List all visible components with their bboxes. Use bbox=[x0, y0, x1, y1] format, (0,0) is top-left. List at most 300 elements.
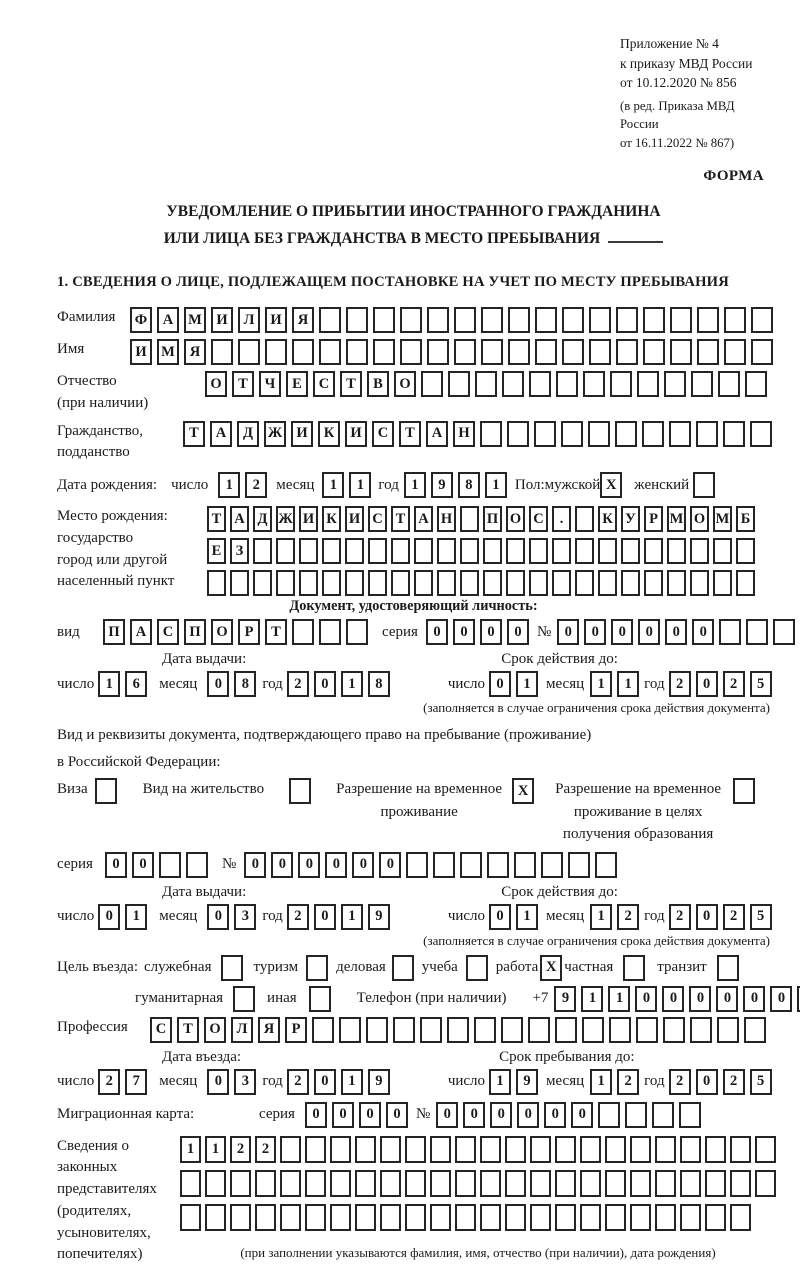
year-label: год bbox=[262, 1073, 283, 1090]
char-cell bbox=[330, 1170, 351, 1197]
char-cell: Е bbox=[207, 538, 226, 564]
char-cell: 9 bbox=[368, 904, 390, 930]
char-cell: С bbox=[372, 421, 394, 447]
header-line: к приказу МВД России bbox=[620, 55, 753, 71]
char-cell: М bbox=[713, 506, 732, 532]
char-cell bbox=[697, 307, 719, 333]
char-cell bbox=[292, 339, 314, 365]
char-cell: 8 bbox=[234, 671, 256, 697]
char-cell: 0 bbox=[480, 619, 502, 645]
char-cell: 1 bbox=[485, 472, 507, 498]
char-cell: 1 bbox=[590, 671, 612, 697]
birth-place-rows bbox=[207, 506, 755, 596]
sex-male-checkbox[interactable] bbox=[600, 472, 622, 498]
char-cell: 1 bbox=[98, 671, 120, 697]
char-cell: К bbox=[318, 421, 340, 447]
char-cell: И bbox=[299, 506, 318, 532]
phone-prefix: +7 bbox=[532, 990, 549, 1007]
char-cell: 0 bbox=[638, 619, 660, 645]
header-requisites bbox=[620, 34, 770, 152]
patronymic-cells[interactable] bbox=[205, 371, 767, 397]
char-cell: Т bbox=[207, 506, 226, 532]
char-cell bbox=[405, 1204, 426, 1231]
char-cell: 0 bbox=[132, 852, 154, 878]
month-label: месяц bbox=[546, 675, 585, 692]
char-cell: 0 bbox=[314, 1069, 336, 1095]
char-cell bbox=[400, 307, 422, 333]
header-line: от 10.12.2020 № 856 bbox=[620, 75, 737, 91]
char-cell: 2 bbox=[287, 671, 309, 697]
char-cell bbox=[255, 1204, 276, 1231]
char-cell: 9 bbox=[368, 1069, 390, 1095]
char-cell: 0 bbox=[507, 619, 529, 645]
valid-until-heading: Срок действия до: bbox=[501, 883, 618, 900]
char-cell bbox=[322, 538, 341, 564]
char-cell bbox=[751, 307, 773, 333]
char-cell: И bbox=[291, 421, 313, 447]
purpose-transit-checkbox[interactable] bbox=[717, 955, 739, 981]
char-cell: 0 bbox=[689, 986, 711, 1012]
char-cell bbox=[713, 570, 732, 596]
char-cell: Т bbox=[391, 506, 410, 532]
char-cell bbox=[680, 1204, 701, 1231]
char-cell bbox=[207, 570, 226, 596]
char-cell: 0 bbox=[696, 1069, 718, 1095]
char-cell: 9 bbox=[554, 986, 576, 1012]
char-cell bbox=[575, 506, 594, 532]
char-cell: 7 bbox=[125, 1069, 147, 1095]
char-cell bbox=[448, 371, 470, 397]
char-cell bbox=[460, 538, 479, 564]
char-cell bbox=[346, 339, 368, 365]
entry-month-cells[interactable] bbox=[207, 1069, 256, 1095]
char-cell bbox=[562, 339, 584, 365]
char-cell bbox=[480, 1170, 501, 1197]
char-cell: Д bbox=[253, 506, 272, 532]
name-row bbox=[57, 339, 770, 365]
header-subline: (в ред. Приказа МВД России bbox=[620, 98, 735, 132]
char-cell bbox=[746, 619, 768, 645]
char-cell bbox=[705, 1170, 726, 1197]
temp-residence-checkbox[interactable] bbox=[512, 778, 534, 804]
char-cell: 0 bbox=[314, 904, 336, 930]
purpose-business-checkbox[interactable] bbox=[392, 955, 414, 981]
char-cell bbox=[221, 955, 243, 981]
char-cell: Н bbox=[453, 421, 475, 447]
char-cell bbox=[580, 1170, 601, 1197]
char-cell: 0 bbox=[271, 852, 293, 878]
char-cell bbox=[280, 1204, 301, 1231]
char-cell bbox=[455, 1204, 476, 1231]
char-cell bbox=[621, 570, 640, 596]
char-cell bbox=[598, 1102, 620, 1128]
char-cell bbox=[610, 371, 632, 397]
phone-cells[interactable] bbox=[554, 986, 800, 1012]
char-cell bbox=[380, 1170, 401, 1197]
char-cell bbox=[355, 1204, 376, 1231]
migration-card-label: Миграционная карта: bbox=[57, 1106, 195, 1123]
purpose-official-checkbox[interactable] bbox=[221, 955, 243, 981]
char-cell bbox=[643, 307, 665, 333]
char-cell bbox=[575, 538, 594, 564]
char-cell bbox=[555, 1017, 577, 1043]
purpose-study-checkbox[interactable] bbox=[466, 955, 488, 981]
char-cell bbox=[430, 1204, 451, 1231]
char-cell: Т bbox=[265, 619, 287, 645]
char-cell bbox=[717, 1017, 739, 1043]
entry-day-cells[interactable] bbox=[98, 1069, 147, 1095]
representatives-rows bbox=[180, 1136, 776, 1261]
char-cell bbox=[773, 619, 795, 645]
identity-issue-day[interactable] bbox=[98, 671, 147, 697]
citizenship-label: Гражданство, подданство bbox=[57, 422, 144, 461]
identity-valid-year[interactable] bbox=[669, 671, 772, 697]
char-cell: 1 bbox=[125, 904, 147, 930]
char-cell: 0 bbox=[298, 852, 320, 878]
birth-place-row2[interactable] bbox=[207, 538, 755, 564]
char-cell: 1 bbox=[516, 904, 538, 930]
day-label: число bbox=[447, 675, 486, 692]
stay-month-cells[interactable] bbox=[590, 1069, 639, 1095]
char-cell: 0 bbox=[692, 619, 714, 645]
char-cell: 0 bbox=[359, 1102, 381, 1128]
char-cell: 1 bbox=[404, 472, 426, 498]
migration-card-row bbox=[57, 1102, 770, 1128]
char-cell: Л bbox=[231, 1017, 253, 1043]
char-cell: 5 bbox=[750, 1069, 772, 1095]
identity-issue-year[interactable] bbox=[287, 671, 390, 697]
char-cell: 0 bbox=[463, 1102, 485, 1128]
char-cell bbox=[508, 339, 530, 365]
char-cell: 5 bbox=[750, 671, 772, 697]
char-cell bbox=[705, 1136, 726, 1163]
representatives-row3[interactable] bbox=[180, 1204, 776, 1231]
char-cell bbox=[724, 307, 746, 333]
char-cell bbox=[552, 538, 571, 564]
char-cell: С bbox=[157, 619, 179, 645]
surname-cells[interactable] bbox=[130, 307, 773, 333]
char-cell bbox=[95, 778, 117, 804]
char-cell bbox=[420, 1017, 442, 1043]
char-cell: 0 bbox=[453, 619, 475, 645]
char-cell bbox=[535, 339, 557, 365]
char-cell bbox=[230, 1170, 251, 1197]
char-cell bbox=[589, 339, 611, 365]
char-cell: 1 bbox=[516, 671, 538, 697]
option-visa: Виза bbox=[57, 778, 117, 804]
char-cell: П bbox=[483, 506, 502, 532]
char-cell: Р bbox=[285, 1017, 307, 1043]
entry-dates-head bbox=[57, 1049, 770, 1066]
char-cell bbox=[630, 1170, 651, 1197]
char-cell bbox=[568, 852, 590, 878]
char-cell: 1 bbox=[617, 671, 639, 697]
residence-permit-checkbox[interactable] bbox=[289, 778, 311, 804]
day-label: число bbox=[57, 908, 95, 925]
char-cell bbox=[530, 1170, 551, 1197]
migration-number-cells[interactable] bbox=[436, 1102, 701, 1128]
char-cell bbox=[693, 472, 715, 498]
char-cell bbox=[623, 955, 645, 981]
purpose-other-checkbox[interactable] bbox=[309, 986, 331, 1012]
char-cell: Ф bbox=[130, 307, 152, 333]
residence-doc-intro1: Вид и реквизиты документа, подтверждающего право на пребывание (проживание) bbox=[57, 727, 592, 744]
representatives-note: (при заполнении указываются фамилия, имя, отчество (при наличии), дата рождения) bbox=[240, 1244, 716, 1260]
char-cell bbox=[679, 1102, 701, 1128]
char-cell: М bbox=[157, 339, 179, 365]
char-cell bbox=[483, 538, 502, 564]
doc-type-cells[interactable] bbox=[103, 619, 368, 645]
char-cell bbox=[588, 421, 610, 447]
stay-year-cells[interactable] bbox=[669, 1069, 772, 1095]
char-cell: Я bbox=[258, 1017, 280, 1043]
char-cell bbox=[696, 421, 718, 447]
char-cell: 0 bbox=[105, 852, 127, 878]
purpose-work-checkbox[interactable] bbox=[540, 955, 562, 981]
day-label: число bbox=[57, 675, 95, 692]
char-cell: И bbox=[211, 307, 233, 333]
identity-dates-row bbox=[57, 671, 770, 697]
char-cell: 9 bbox=[516, 1069, 538, 1095]
char-cell: 0 bbox=[98, 904, 120, 930]
year-label: год bbox=[378, 476, 399, 493]
char-cell: О bbox=[690, 506, 709, 532]
char-cell bbox=[253, 570, 272, 596]
char-cell bbox=[501, 1017, 523, 1043]
char-cell bbox=[636, 1017, 658, 1043]
char-cell bbox=[427, 339, 449, 365]
char-cell bbox=[605, 1136, 626, 1163]
char-cell: 1 bbox=[205, 1136, 226, 1163]
char-cell bbox=[529, 570, 548, 596]
sex-label: Пол: bbox=[514, 476, 545, 493]
residence-doc-intro2: в Российской Федерации: bbox=[57, 754, 221, 771]
char-cell: 1 bbox=[608, 986, 630, 1012]
char-cell bbox=[744, 1017, 766, 1043]
char-cell: Т bbox=[177, 1017, 199, 1043]
char-cell bbox=[583, 371, 605, 397]
birth-day-cells[interactable] bbox=[218, 472, 267, 498]
year-label: год bbox=[644, 675, 665, 692]
char-cell bbox=[405, 1170, 426, 1197]
series-label: серия bbox=[57, 856, 93, 873]
identity-valid-day[interactable] bbox=[489, 671, 538, 697]
profession-cells[interactable] bbox=[150, 1017, 766, 1043]
char-cell: 3 bbox=[234, 1069, 256, 1095]
char-cell: А bbox=[130, 619, 152, 645]
char-cell bbox=[480, 1204, 501, 1231]
residence-issue-month[interactable] bbox=[207, 904, 256, 930]
title-line-1: УВЕДОМЛЕНИЕ О ПРИБЫТИИ ИНОСТРАННОГО ГРАЖДАНИНА bbox=[166, 203, 661, 221]
char-cell bbox=[580, 1136, 601, 1163]
char-cell bbox=[644, 538, 663, 564]
char-cell bbox=[561, 421, 583, 447]
residence-valid-year[interactable] bbox=[669, 904, 772, 930]
char-cell: 0 bbox=[489, 671, 511, 697]
char-cell bbox=[615, 421, 637, 447]
char-cell: Я bbox=[184, 339, 206, 365]
month-label: месяц bbox=[546, 908, 585, 925]
identity-dates-head bbox=[57, 651, 770, 668]
purpose-humanitarian-checkbox[interactable] bbox=[233, 986, 255, 1012]
birth-date-label: Дата рождения: bbox=[57, 476, 158, 493]
char-cell bbox=[598, 538, 617, 564]
representatives-row2[interactable] bbox=[180, 1170, 776, 1197]
char-cell: 0 bbox=[426, 619, 448, 645]
char-cell: Д bbox=[237, 421, 259, 447]
char-cell: 2 bbox=[617, 904, 639, 930]
day-label: число bbox=[447, 1073, 486, 1090]
char-cell: X bbox=[540, 955, 562, 981]
purpose-private-checkbox[interactable] bbox=[623, 955, 645, 981]
char-cell bbox=[368, 538, 387, 564]
char-cell: 1 bbox=[341, 904, 363, 930]
entry-year-cells[interactable] bbox=[287, 1069, 390, 1095]
char-cell bbox=[474, 1017, 496, 1043]
char-cell bbox=[736, 570, 755, 596]
char-cell bbox=[664, 371, 686, 397]
month-label: месяц bbox=[159, 675, 198, 692]
residence-series-cells[interactable] bbox=[105, 852, 208, 878]
birth-year-cells[interactable] bbox=[404, 472, 507, 498]
char-cell bbox=[621, 538, 640, 564]
char-cell bbox=[680, 1136, 701, 1163]
char-cell: 1 bbox=[590, 1069, 612, 1095]
char-cell bbox=[159, 852, 181, 878]
char-cell: У bbox=[621, 506, 640, 532]
char-cell: 0 bbox=[207, 671, 229, 697]
char-cell: И bbox=[345, 506, 364, 532]
char-cell bbox=[430, 1136, 451, 1163]
char-cell bbox=[555, 1170, 576, 1197]
char-cell: 0 bbox=[352, 852, 374, 878]
char-cell bbox=[319, 307, 341, 333]
temp-residence-education-checkbox[interactable] bbox=[733, 778, 755, 804]
residence-issue-day[interactable] bbox=[98, 904, 147, 930]
char-cell bbox=[555, 1204, 576, 1231]
char-cell bbox=[670, 339, 692, 365]
char-cell: 1 bbox=[341, 671, 363, 697]
char-cell bbox=[253, 538, 272, 564]
char-cell: 1 bbox=[180, 1136, 201, 1163]
char-cell bbox=[630, 1136, 651, 1163]
surname-label: Фамилия bbox=[57, 309, 116, 326]
name-cells[interactable] bbox=[130, 339, 773, 365]
char-cell: В bbox=[367, 371, 389, 397]
representatives-row1[interactable] bbox=[180, 1136, 776, 1163]
birth-month-cells[interactable] bbox=[322, 472, 371, 498]
doc-number-cells[interactable] bbox=[557, 619, 800, 645]
char-cell bbox=[667, 538, 686, 564]
birth-place-row1[interactable] bbox=[207, 506, 755, 532]
char-cell bbox=[643, 339, 665, 365]
char-cell: Ч bbox=[259, 371, 281, 397]
phone-label: Телефон (при наличии) bbox=[356, 990, 507, 1007]
char-cell bbox=[605, 1170, 626, 1197]
month-label: месяц bbox=[159, 1073, 198, 1090]
char-cell bbox=[339, 1017, 361, 1043]
char-cell bbox=[730, 1204, 751, 1231]
char-cell bbox=[480, 421, 502, 447]
header-subline: от 16.11.2022 № 867) bbox=[620, 135, 735, 150]
number-label: № bbox=[222, 856, 237, 873]
char-cell: С bbox=[529, 506, 548, 532]
char-cell: С bbox=[150, 1017, 172, 1043]
char-cell bbox=[380, 1136, 401, 1163]
char-cell bbox=[589, 307, 611, 333]
char-cell: X bbox=[600, 472, 622, 498]
residence-valid-day[interactable] bbox=[489, 904, 538, 930]
char-cell: X bbox=[512, 778, 534, 804]
identity-doc-heading: Документ, удостоверяющий личность: bbox=[289, 598, 538, 615]
identity-issue-month[interactable] bbox=[207, 671, 256, 697]
residence-number-cells[interactable] bbox=[244, 852, 617, 878]
birth-place-label: Место рождения: государство город или другой населенный пункт bbox=[57, 508, 175, 590]
month-label: месяц bbox=[159, 908, 198, 925]
char-cell bbox=[506, 538, 525, 564]
residence-valid-month[interactable] bbox=[590, 904, 639, 930]
char-cell bbox=[670, 307, 692, 333]
char-cell: Р bbox=[238, 619, 260, 645]
visa-checkbox[interactable] bbox=[95, 778, 117, 804]
char-cell bbox=[669, 421, 691, 447]
char-cell: Т bbox=[399, 421, 421, 447]
char-cell bbox=[392, 955, 414, 981]
identity-valid-month[interactable] bbox=[590, 671, 639, 697]
sex-male-label: мужской bbox=[544, 476, 601, 493]
char-cell: 1 bbox=[322, 472, 344, 498]
char-cell: 0 bbox=[489, 904, 511, 930]
char-cell bbox=[562, 307, 584, 333]
birth-place-row3[interactable] bbox=[207, 570, 755, 596]
char-cell: 2 bbox=[287, 904, 309, 930]
char-cell bbox=[724, 339, 746, 365]
char-cell bbox=[345, 538, 364, 564]
char-cell bbox=[556, 371, 578, 397]
char-cell bbox=[414, 538, 433, 564]
char-cell bbox=[460, 852, 482, 878]
char-cell: 0 bbox=[305, 1102, 327, 1128]
purpose-tourism-checkbox[interactable] bbox=[306, 955, 328, 981]
char-cell: Л bbox=[238, 307, 260, 333]
char-cell: 1 bbox=[218, 472, 240, 498]
char-cell bbox=[705, 1204, 726, 1231]
char-cell bbox=[717, 955, 739, 981]
char-cell bbox=[276, 538, 295, 564]
char-cell bbox=[330, 1204, 351, 1231]
char-cell: Т bbox=[232, 371, 254, 397]
char-cell bbox=[595, 852, 617, 878]
char-cell: Б bbox=[736, 506, 755, 532]
char-cell: М bbox=[667, 506, 686, 532]
char-cell bbox=[414, 570, 433, 596]
stay-day-cells[interactable] bbox=[489, 1069, 538, 1095]
sex-female-checkbox[interactable] bbox=[693, 472, 715, 498]
char-cell bbox=[644, 570, 663, 596]
residence-issue-year[interactable] bbox=[287, 904, 390, 930]
citizenship-cells[interactable] bbox=[183, 421, 772, 447]
series-label: серия bbox=[382, 623, 418, 640]
char-cell bbox=[447, 1017, 469, 1043]
char-cell: 2 bbox=[230, 1136, 251, 1163]
migration-series-cells[interactable] bbox=[305, 1102, 408, 1128]
entry-date-heading: Дата въезда: bbox=[162, 1048, 242, 1065]
char-cell bbox=[366, 1017, 388, 1043]
identity-doc-row bbox=[57, 619, 770, 645]
char-cell bbox=[406, 852, 428, 878]
char-cell: 3 bbox=[234, 904, 256, 930]
doc-series-cells[interactable] bbox=[426, 619, 529, 645]
